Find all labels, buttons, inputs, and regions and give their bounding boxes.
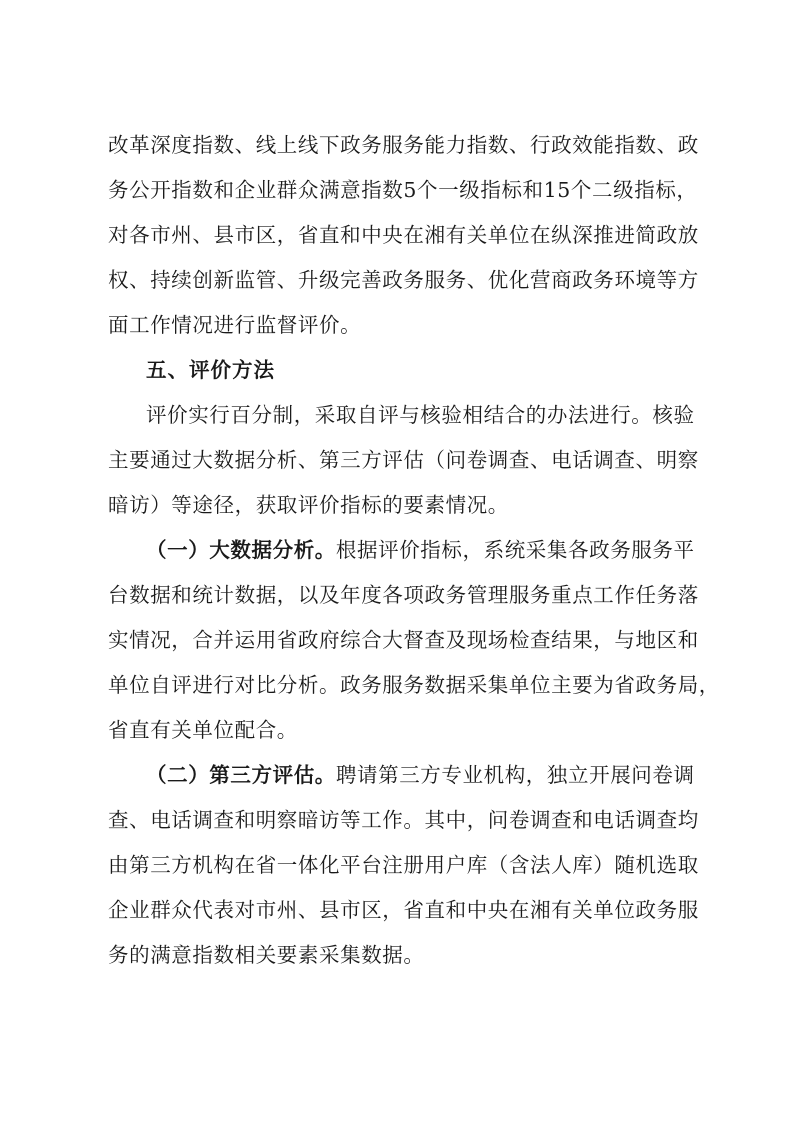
body-line: 主要通过大数据分析、第三方评估（问卷调查、电话调查、明察	[108, 448, 699, 472]
body-line: 评价实行百分制，采取自评与核验相结合的办法进行。核验	[146, 403, 695, 427]
body-line: 面工作情况进行监督评价。	[108, 313, 362, 337]
body-line: 台数据和统计数据，以及年度各项政务管理服务重点工作任务落	[108, 583, 699, 607]
body-line: 省直有关单位配合。	[108, 718, 298, 742]
body-text: 根据评价指标，系统采集各政务服务平	[335, 538, 695, 562]
body-line: 实情况，合并运用省政府综合大督查及现场检查结果，与地区和	[108, 628, 699, 652]
paragraph-first-line	[146, 760, 695, 790]
body-line: 暗访）等途径，获取评价指标的要素情况。	[108, 493, 509, 517]
body-line: 权、持续创新监管、升级完善政务服务、优化营商政务环境等方	[108, 268, 699, 292]
subheading-third-party: （二）第三方评估。	[146, 763, 336, 787]
body-line: 由第三方机构在省一体化平台注册用户库（含法人库）随机选取	[108, 853, 699, 877]
body-text: 聘请第三方专业机构，独立开展问卷调	[335, 763, 695, 787]
subheading-big-data: （一）大数据分析。	[146, 538, 336, 562]
body-line: 务公开指数和企业群众满意指数5个一级指标和15个二级指标，	[108, 178, 698, 202]
body-line: 务的满意指数相关要素采集数据。	[108, 943, 425, 967]
body-line: 单位自评进行对比分析。政务服务数据采集单位主要为省政务局，	[108, 673, 720, 697]
body-line: 改革深度指数、线上线下政务服务能力指数、行政效能指数、政	[108, 133, 699, 157]
body-line: 查、电话调查和明察暗访等工作。其中，问卷调查和电话调查均	[108, 808, 699, 832]
body-line: 企业群众代表对市州、县市区，省直和中央在湘有关单位政务服	[108, 898, 699, 922]
body-line: 对各市州、县市区，省直和中央在湘有关单位在纵深推进简政放	[108, 223, 699, 247]
paragraph-first-line	[146, 535, 695, 565]
section-heading-5: 五、评价方法	[146, 358, 275, 382]
